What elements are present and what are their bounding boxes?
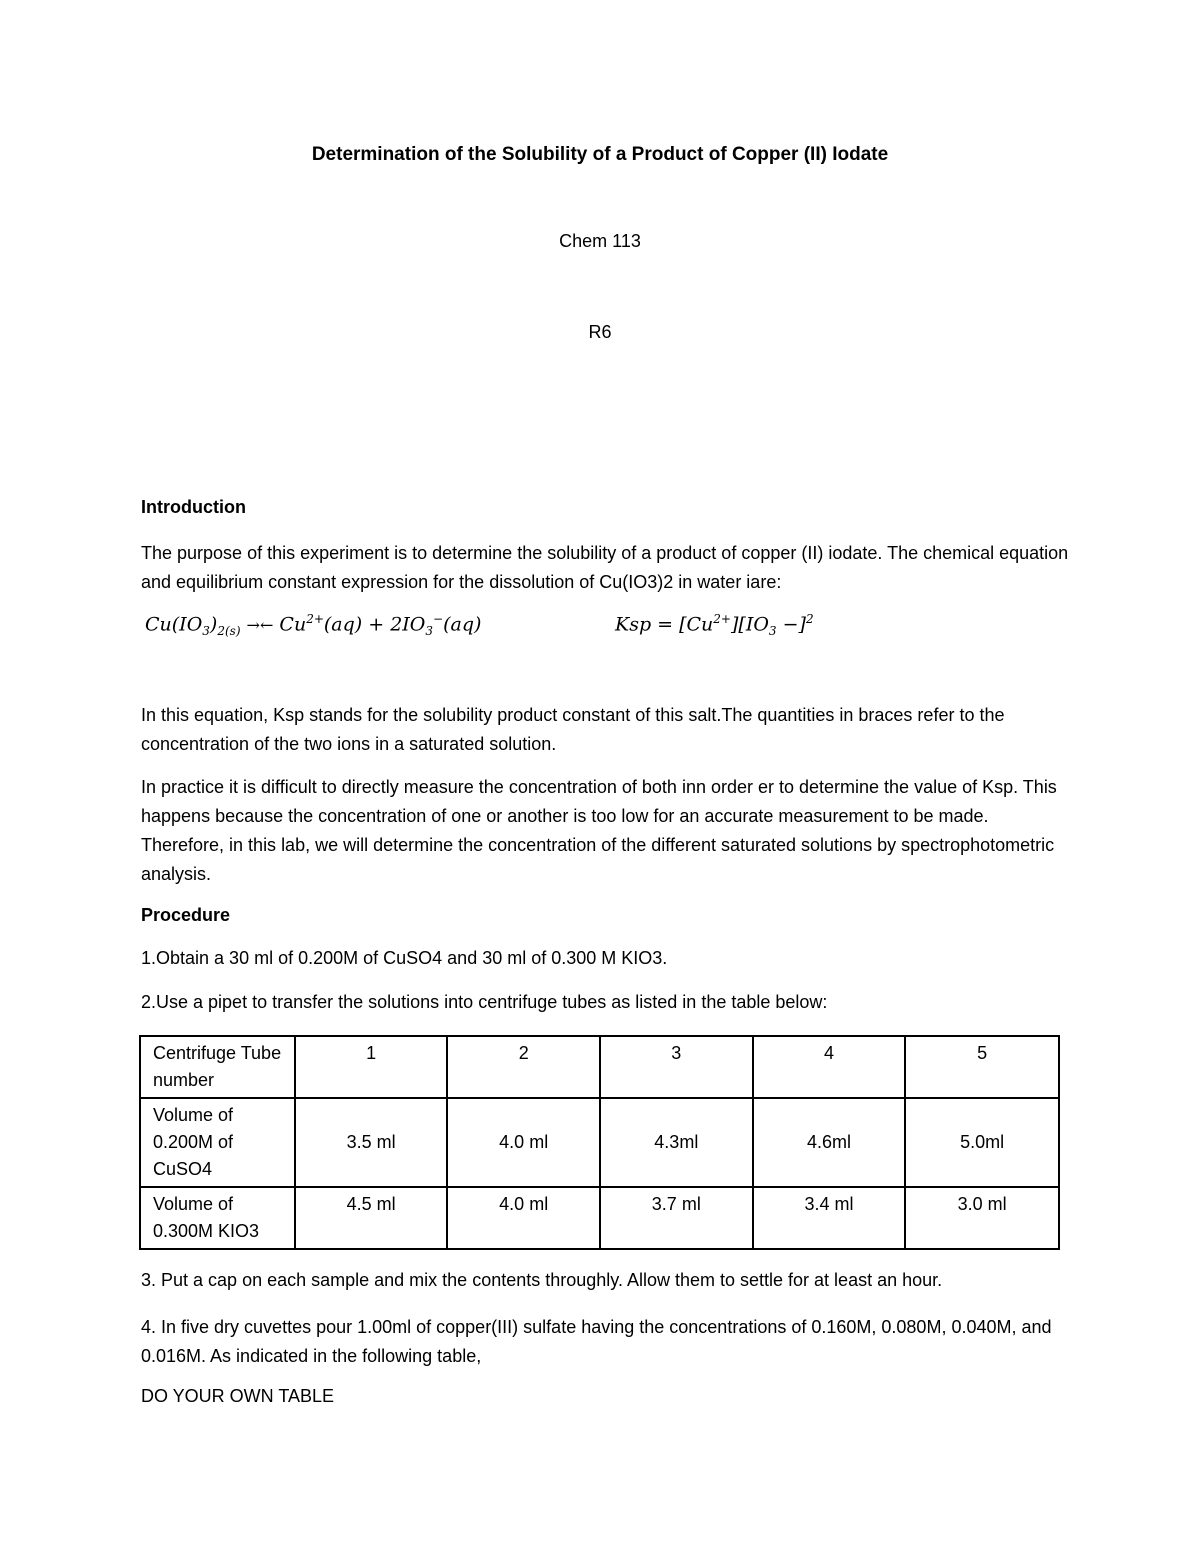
table-row <box>140 1187 1059 1249</box>
procedure-heading: Procedure <box>141 905 231 925</box>
procedure-step-1: 1.Obtain a 30 ml of 0.200M of CuSO4 and 30 ml of 0.300 M KIO3. <box>141 948 668 968</box>
kio3-volume-cell: 3.0 ml <box>905 1187 1059 1249</box>
row-label-cuso4-volume: Volume of 0.200M of CuSO4 <box>140 1098 295 1187</box>
kio3-volume-cell: 4.5 ml <box>295 1187 448 1249</box>
row-label-kio3-volume: Volume of 0.300M KIO3 <box>140 1187 295 1249</box>
intro-paragraph-1: The purpose of this experiment is to determine the solubility of a product of copper (II) iodate. The chemical equation and equilibrium constant expression for the dissolution of Cu(IO3)2 in water iare: <box>141 543 1069 592</box>
table-row <box>140 1098 1059 1187</box>
procedure-step-2: 2.Use a pipet to transfer the solutions into centrifuge tubes as listed in the table below: <box>141 992 828 1012</box>
page-title: Determination of the Solubility of a Product of Copper (II) Iodate <box>311 144 889 165</box>
tube-number-cell: 5 <box>905 1036 1059 1098</box>
ksp-expression: Ksp = $[Cu^{2+}][IO_3 -]^2$ <box>615 612 814 639</box>
intro-paragraph-3: In practice it is difficult to directly measure the concentration of both inn order er to determine the value of Ksp. This happens because the concentration of one or another is too low for an accurate measurement to be made. Therefore, in this lab, we will determine the concentration of the different saturated solutions by spectrophotometric analysis. <box>141 777 1057 884</box>
cuso4-volume-cell: 4.6ml <box>753 1098 906 1187</box>
cuso4-volume-cell: 5.0ml <box>905 1098 1059 1187</box>
tube-volume-table <box>139 1035 1060 1250</box>
tube-number-cell: 1 <box>295 1036 448 1098</box>
tube-number-cell: 2 <box>447 1036 600 1098</box>
section-label: R6 <box>588 322 612 342</box>
row-label-tube-number: Centrifuge Tube number <box>140 1036 295 1098</box>
introduction-heading: Introduction <box>141 497 246 517</box>
cuso4-volume-cell: 4.0 ml <box>447 1098 600 1187</box>
kio3-volume-cell: 3.4 ml <box>753 1187 906 1249</box>
kio3-volume-cell: 3.7 ml <box>600 1187 753 1249</box>
procedure-step-4: 4. In five dry cuvettes pour 1.00ml of copper(III) sulfate having the concentrations of 0.160M, 0.080M, 0.040M, and 0.016M. As indicated in the following table, <box>141 1317 1052 1366</box>
equilibrium-arrow-icon: →← <box>246 615 274 635</box>
tube-number-cell: 3 <box>600 1036 753 1098</box>
intro-paragraph-2: In this equation, Ksp stands for the solubility product constant of this salt.The quantities in braces refer to the concentration of the two ions in a saturated solution. <box>141 705 1005 754</box>
cuso4-volume-cell: 4.3ml <box>600 1098 753 1187</box>
table-row <box>140 1036 1059 1098</box>
procedure-step-3: 3. Put a cap on each sample and mix the contents throughly. Allow them to settle for at least an hour. <box>141 1270 943 1290</box>
tube-number-cell: 4 <box>753 1036 906 1098</box>
course-label: Chem 113 <box>559 231 641 251</box>
own-table-note: DO YOUR OWN TABLE <box>141 1386 335 1406</box>
kio3-volume-cell: 4.0 ml <box>447 1187 600 1249</box>
cuso4-volume-cell: 3.5 ml <box>295 1098 448 1187</box>
dissolution-equation: $Cu(IO_3)_{2(s)}$ →← $Cu^{2+}(aq) + 2IO_3^-(aq)$ <box>145 612 482 639</box>
